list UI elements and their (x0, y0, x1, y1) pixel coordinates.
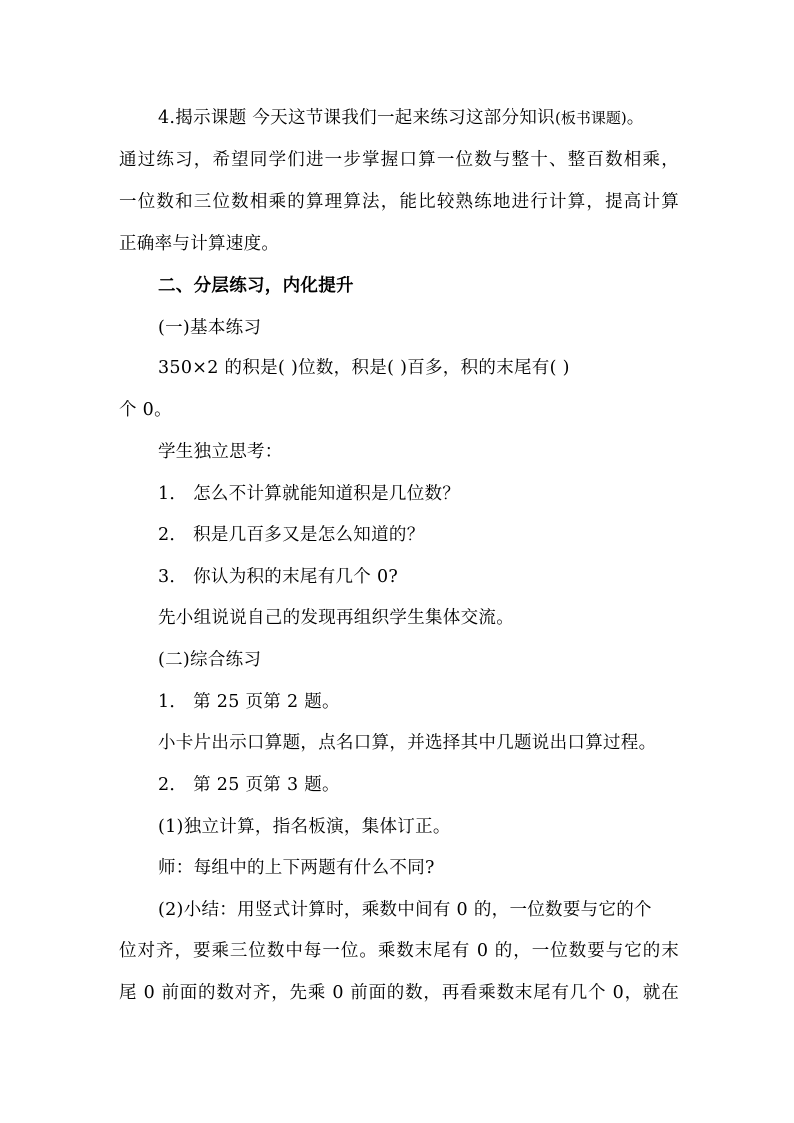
intro-line-1-end: 。 (626, 108, 645, 128)
combined-item-2-step-1: (1)独立计算，指名板演，集体订正。 (158, 817, 451, 837)
think-question-1: 1． 怎么不计算就能知道积是几位数？ (158, 484, 461, 504)
think-question-2: 2． 积是几百多又是怎么知道的？ (158, 525, 425, 545)
basic-question-line-2: 个 0。 (119, 400, 172, 420)
intro-line-1 (158, 106, 718, 130)
intro-line-3: 一位数和三位数相乘的算理算法，能比较熟练地进行计算，提高计算 (119, 192, 679, 212)
basic-question-line-1: 350×2 的积是( )位数，积是( )百多，积的末尾有( ) (158, 358, 570, 378)
combined-item-1-detail: 小卡片出示口算题，点名口算，并选择其中几题说出口算过程。 (158, 733, 657, 753)
exchange-text: 先小组说说自己的发现再组织学生集体交流。 (158, 608, 514, 628)
think-question-3: 3． 你认为积的末尾有几个 0? (158, 567, 399, 587)
intro-line-1-text: 4.揭示课题 今天这节课我们一起来练习这部分知识 (158, 108, 555, 128)
summary-line-2: 位对齐，要乘三位数中每一位。乘数末尾有 0 的，一位数要与它的末 (119, 941, 679, 961)
intro-board-note: (板书课题) (554, 109, 627, 127)
combined-practice-heading: (二)综合练习 (158, 650, 262, 670)
section-2-heading: 二、分层练习，内化提升 (158, 276, 354, 296)
basic-practice-heading: (一)基本练习 (158, 318, 262, 338)
intro-line-4: 正确率与计算速度。 (119, 234, 280, 254)
think-intro: 学生独立思考： (158, 442, 283, 462)
combined-item-1: 1． 第 25 页第 2 题。 (158, 692, 340, 712)
summary-line-3: 尾 0 前面的数对齐，先乘 0 前面的数，再看乘数末尾有几个 0，就在 (119, 983, 679, 1003)
summary-line-1: (2)小结：用竖式计算时，乘数中间有 0 的，一位数要与它的个 (158, 900, 652, 920)
intro-line-2: 通过练习，希望同学们进一步掌握口算一位数与整十、整百数相乘， (119, 150, 679, 170)
combined-item-2: 2． 第 25 页第 3 题。 (158, 775, 340, 795)
teacher-question: 师：每组中的上下两题有什么不同? (158, 858, 435, 878)
